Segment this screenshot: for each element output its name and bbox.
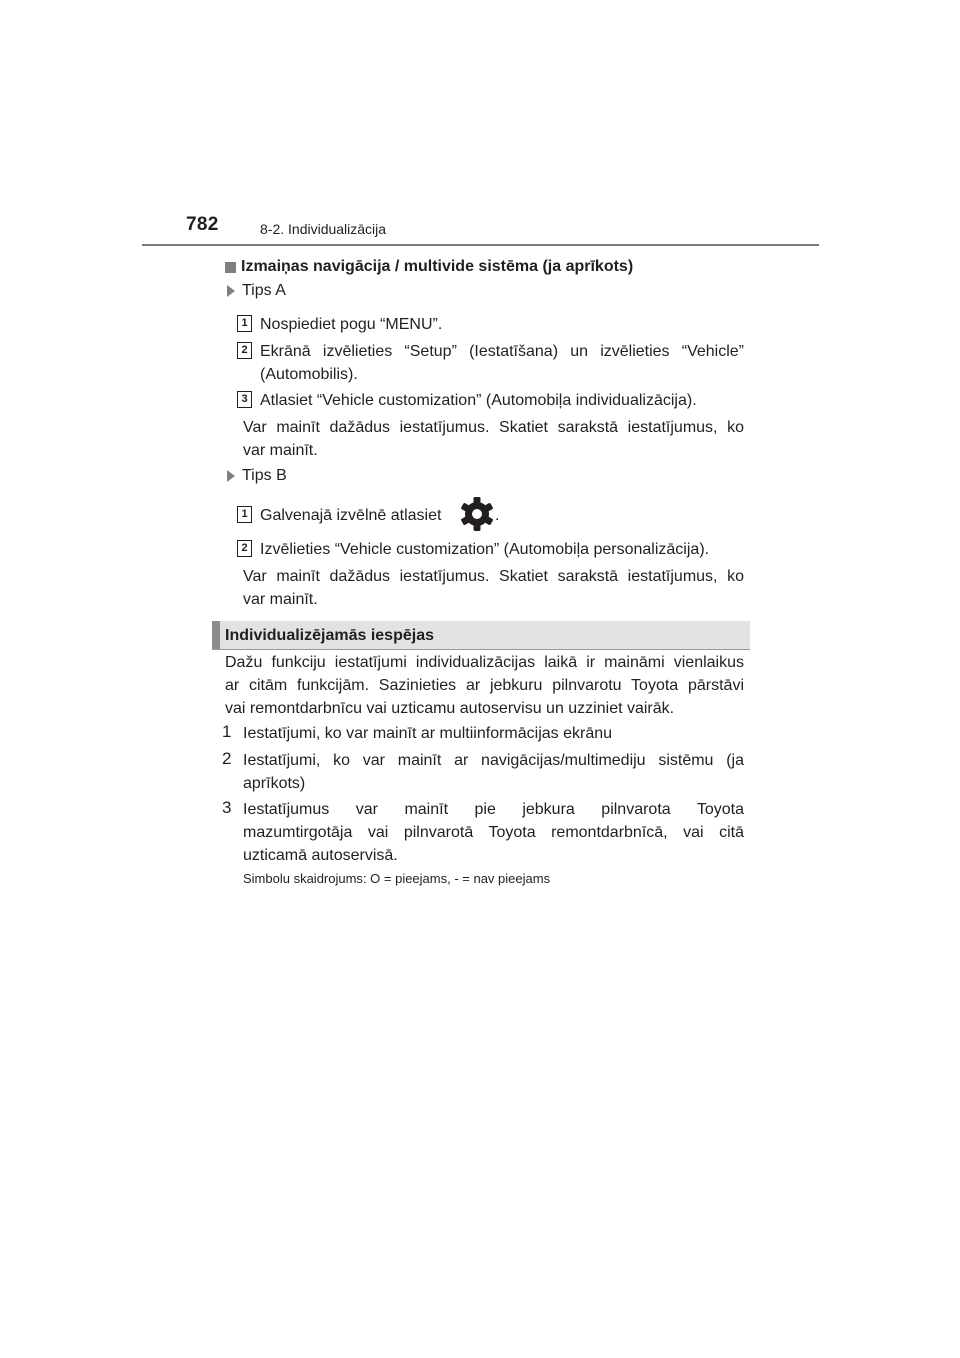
type-a-step-2-line-1: Ekrānā izvēlieties “Setup” (Iestatīšana) un izvēlieties “Vehicle” — [260, 343, 744, 360]
item-3-line-3: uzticamā autoservisā. — [243, 847, 398, 864]
symbol-legend: Simbolu skaidrojums: O = pieejams, - = nav pieejams — [243, 871, 551, 886]
subsection-heading: Individualizējamās iespējas — [225, 627, 434, 644]
section-title: Izmaiņas navigācija / multivide sistēma (ja aprīkots) — [241, 258, 634, 275]
triangle-bullet-icon — [227, 285, 235, 297]
type-a-step-1: Nospiediet pogu “MENU”. — [260, 316, 443, 333]
step-number-box: 2 — [237, 540, 252, 557]
type-a-note-line-1: Var mainīt dažādus iestatījumus. Skatiet sarakstā iestatījumus, ko — [243, 419, 744, 436]
type-b-step-1-period: . — [495, 507, 500, 524]
intro-line-2: ar citām funkcijām. Sazinieties ar jebkuru pilnvarotu Toyota pārstāvi — [225, 677, 744, 694]
triangle-bullet-icon — [227, 470, 235, 482]
item-3-line-2: mazumtirgotāja vai pilnvarotā Toyota remontdarbnīcā, vai citā — [243, 824, 744, 841]
type-a-step-2-line-2: (Automobilis). — [260, 366, 358, 383]
square-bullet-icon — [225, 262, 236, 273]
type-a-step-3: Atlasiet “Vehicle customization” (Automobiļa individualizācija). — [260, 392, 697, 409]
item-3-line-1: Iestatījumus var mainīt pie jebkura pilnvarota Toyota — [243, 801, 744, 818]
heading-divider — [212, 649, 750, 650]
type-b-step-2: Izvēlieties “Vehicle customization” (Automobiļa personalizācija). — [260, 541, 710, 558]
heading-accent — [212, 621, 220, 649]
page-number: 782 — [186, 214, 219, 235]
type-b-note-line-2: var mainīt. — [243, 591, 318, 608]
item-number: 1 — [222, 722, 232, 741]
item-2-line-2: aprīkots) — [243, 775, 306, 792]
intro-line-1: Dažu funkciju iestatījumi individualizācijas laikā ir maināmi vienlaikus — [225, 654, 744, 671]
header-divider — [142, 244, 819, 246]
item-number: 2 — [222, 749, 232, 768]
step-number-box: 1 — [237, 506, 252, 523]
section-label: 8-2. Individualizācija — [260, 221, 387, 237]
item-2-line-1: Iestatījumi, ko var mainīt ar navigācijas/multimediju sistēmu (ja — [243, 752, 744, 769]
item-number: 3 — [222, 798, 232, 817]
item-1-text: Iestatījumi, ko var mainīt ar multiinformācijas ekrānu — [243, 725, 613, 742]
type-a-note-line-2: var mainīt. — [243, 442, 318, 459]
type-b-label: Tips B — [242, 467, 287, 484]
step-number-box: 2 — [237, 342, 252, 359]
step-number-box: 1 — [237, 315, 252, 332]
type-b-note-line-1: Var mainīt dažādus iestatījumus. Skatiet sarakstā iestatījumus, ko — [243, 568, 744, 585]
intro-line-3: vai remontdarbnīcu vai uzticamu autoservisu un uzziniet vairāk. — [225, 700, 675, 717]
gear-icon — [457, 494, 500, 534]
type-a-label: Tips A — [242, 282, 286, 299]
type-b-step-1-text: Galvenajā izvēlnē atlasiet — [260, 507, 442, 524]
step-number-box: 3 — [237, 391, 252, 408]
